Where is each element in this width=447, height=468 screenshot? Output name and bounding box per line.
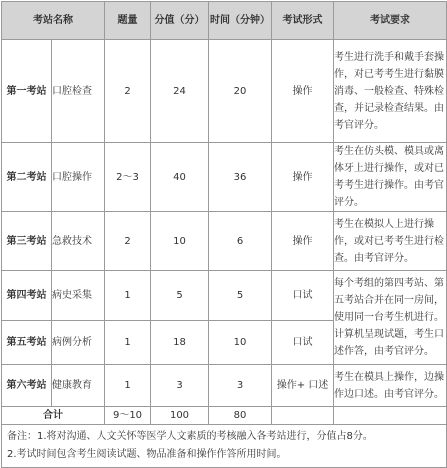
station-cell: 第一考站 — [2, 40, 52, 143]
form-cell: 操作 — [272, 212, 334, 271]
notes-cell — [2, 425, 447, 468]
qty-cell: 1 — [105, 321, 151, 365]
score-cell: 40 — [151, 143, 209, 212]
header-row — [2, 2, 447, 40]
header-time: 时间（分钟） — [209, 2, 272, 40]
exam-table — [1, 1, 447, 468]
total-empty-form — [272, 407, 334, 425]
header-form: 考试形式 — [272, 2, 334, 40]
qty-cell: 2 — [105, 40, 151, 143]
table-row — [2, 212, 447, 271]
req-cell: 考生在模具上操作，边操作边口述。由考官评分。 — [334, 365, 447, 407]
time-cell: 5 — [209, 271, 272, 321]
station-cell: 第二考站 — [2, 143, 52, 212]
qty-cell: 2 — [105, 212, 151, 271]
score-cell: 18 — [151, 321, 209, 365]
form-cell: 口试 — [272, 321, 334, 365]
total-score: 100 — [151, 407, 209, 425]
station-name: 急救技术 — [52, 212, 105, 271]
req-cell: 考生在仿头模、模具或离体牙上进行操作，或对已考考生进行操作。由考官评分。 — [334, 143, 447, 212]
header-qty: 题量 — [105, 2, 151, 40]
note-line-1: 备注：1.将对沟通、人文关怀等医学人文素质的考核融入各考站进行，分值占8分。 — [7, 431, 373, 442]
note-line-2: 2.考试时间包含考生阅读试题、物品准备和操作作答所用时间。 — [7, 449, 287, 460]
station-name: 病史采集 — [52, 271, 105, 321]
header-score: 分值（分） — [151, 2, 209, 40]
time-cell: 36 — [209, 143, 272, 212]
header-station: 考站名称 — [2, 2, 105, 40]
form-cell: 操作 — [272, 143, 334, 212]
form-cell: 操作+ 口述 — [272, 365, 334, 407]
station-name: 健康教育 — [52, 365, 105, 407]
form-cell: 操作 — [272, 40, 334, 143]
total-qty: 9～10 — [105, 407, 151, 425]
total-row — [2, 407, 447, 425]
station-name: 口腔操作 — [52, 143, 105, 212]
req-cell: 考生在模拟人上进行操作，或对已考考生进行检查。由考官评分。 — [334, 212, 447, 271]
station-cell: 第三考站 — [2, 212, 52, 271]
station-name: 病例分析 — [52, 321, 105, 365]
score-cell: 10 — [151, 212, 209, 271]
station-cell: 第六考站 — [2, 365, 52, 407]
time-cell: 10 — [209, 321, 272, 365]
station-cell: 第四考站 — [2, 271, 52, 321]
req-cell: 考生进行洗手和戴手套操作，对已考考生进行黏膜消毒、一般检查、特殊检查，并记录检查结果。由考官评分。 — [334, 40, 447, 143]
time-cell: 6 — [209, 212, 272, 271]
score-cell: 24 — [151, 40, 209, 143]
table-row — [2, 40, 447, 143]
score-cell: 5 — [151, 271, 209, 321]
total-label: 合计 — [2, 407, 105, 425]
total-time: 80 — [209, 407, 272, 425]
qty-cell: 1 — [105, 365, 151, 407]
qty-cell: 1 — [105, 271, 151, 321]
form-cell: 口试 — [272, 271, 334, 321]
header-req: 考试要求 — [334, 2, 447, 40]
qty-cell: 2～3 — [105, 143, 151, 212]
time-cell: 3 — [209, 365, 272, 407]
table-row — [2, 143, 447, 212]
req-cell: 每个考组的第四考站、第五考站合并在同一房间，使用同一台考生机进行。计算机呈现试题，考生口述作答，由考官评分。 — [334, 271, 447, 365]
table-row — [2, 271, 447, 321]
score-cell: 3 — [151, 365, 209, 407]
station-cell: 第五考站 — [2, 321, 52, 365]
station-name: 口腔检查 — [52, 40, 105, 143]
notes-row — [2, 425, 447, 468]
table-row — [2, 365, 447, 407]
time-cell: 20 — [209, 40, 272, 143]
total-empty-req — [334, 407, 447, 425]
